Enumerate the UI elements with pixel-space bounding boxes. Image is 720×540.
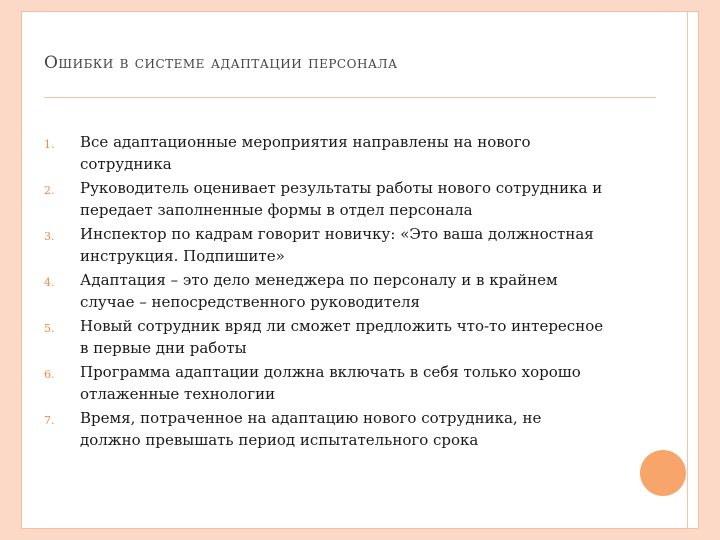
frame-bottom <box>21 529 699 540</box>
item-number: 6. <box>44 368 55 381</box>
list-item <box>44 407 604 451</box>
list-item <box>44 315 604 359</box>
title-divider <box>44 97 656 98</box>
item-text: Адаптация – это дело менеджера по персоналу и в крайнем случае – непосредственного руководителя <box>80 271 558 311</box>
item-text: Все адаптационные мероприятия направлены на нового сотрудника <box>80 133 531 173</box>
list-item <box>44 177 604 221</box>
list-item <box>44 131 604 175</box>
frame-right <box>699 0 720 540</box>
numbered-list <box>44 131 604 453</box>
frame-left <box>0 0 21 540</box>
decorative-circle <box>640 450 686 496</box>
list-item <box>44 361 604 405</box>
item-text: Руководитель оценивает результаты работы нового сотрудника и передает заполненные формы в отдел персонала <box>80 179 603 219</box>
item-number: 2. <box>44 184 55 197</box>
list-item <box>44 223 604 267</box>
item-text: Новый сотрудник вряд ли сможет предложить что-то интересное в первые дни работы <box>80 317 604 357</box>
item-number: 5. <box>44 322 55 335</box>
item-text: Программа адаптации должна включать в себя только хорошо отлаженные технологии <box>80 363 581 403</box>
item-number: 7. <box>44 414 55 427</box>
item-number: 3. <box>44 230 55 243</box>
list-item <box>44 269 604 313</box>
item-text: Время, потраченное на адаптацию нового сотрудника, не должно превышать период испытательного срока <box>80 409 542 449</box>
frame-top <box>21 0 699 11</box>
slide-title: Ошибки в системе адаптации персонала <box>44 53 398 73</box>
item-number: 1. <box>44 138 55 151</box>
item-number: 4. <box>44 276 55 289</box>
item-text: Инспектор по кадрам говорит новичку: «Это ваша должностная инструкция. Подпишите» <box>80 225 594 265</box>
